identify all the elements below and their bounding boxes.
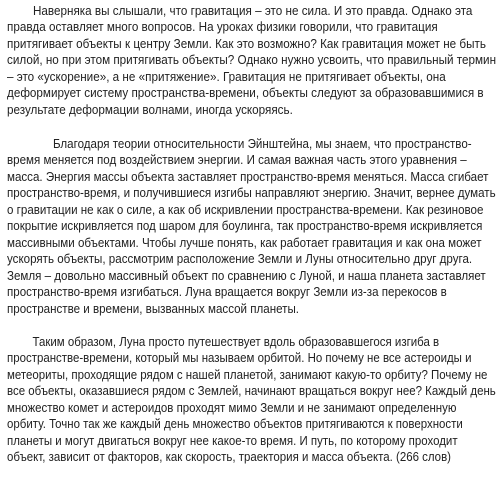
paragraph-line: множество комет и астероидов проходят мимо Земли и не занимают определенную xyxy=(7,400,457,415)
paragraph-line: пространстве-времени, который мы называем орбитой. Но почему не все астероиды и xyxy=(7,351,472,366)
paragraph-line: объект, зависит от факторов, как скорость, траектория и масса объекта. (266 слов) xyxy=(7,450,451,465)
paragraph-line: притягивает объекты к центру Земли. Как это возможно? Как гравитация может не быть xyxy=(7,36,486,51)
paragraph-line: ускорять объекты, рассмотрим расположение Земли и Луны относительно друг друга. xyxy=(7,252,473,267)
paragraph-line: – это «ускорение», а не «притяжение». Гравитация не притягивает объекты, она xyxy=(7,69,446,84)
paragraph-line: силой, но при этом притягивать объекты? Однако нужно усвоить, что правильный термин xyxy=(7,53,497,68)
paragraph-1 xyxy=(7,3,500,118)
paragraph-line: пространство-время изгибаться. Луна вращается вокруг Земли из-за перекосов в xyxy=(7,285,447,300)
paragraph-line: Благодаря теории относительности Эйнштейна, мы знаем, что пространство- xyxy=(52,137,472,151)
paragraph-line: масса. Энергия массы объекта заставляет пространство-время меняться. Масса сгибает xyxy=(7,169,489,184)
paragraph-line: все объекты, оказавшиеся рядом с Землей, начинают вращаться вокруг нее? Каждый день xyxy=(7,384,496,399)
paragraph-line: правда оставляет много вопросов. На уроках физики говорили, что гравитация xyxy=(7,20,438,35)
paragraph-line: Земля – довольно массивный объект по сравнению с Луной, и наша планета заставляет xyxy=(7,268,486,283)
paragraph-line: метеориты, проходящие рядом с нашей планетой, занимают какую-то орбиту? Почему не xyxy=(7,367,488,382)
paragraph-line: планеты и могут двигаться вокруг нее какое-то время. И путь, по которому проходит xyxy=(7,433,458,448)
paragraph-line: результате деформации волнами, иногда ускоряясь. xyxy=(7,102,293,117)
paragraph-line: о гравитации не как о силе, а как об искривлении пространства-времени. Как резиновое xyxy=(7,202,484,217)
paragraph-line: Наверняка вы слышали, что гравитация – это не сила. И это правда. Однако эта xyxy=(32,4,473,18)
paragraph-line: массивными объектами. Чтобы лучше понять, как работает гравитация и как она может xyxy=(7,235,482,250)
paragraph-line: орбиту. Точно так же каждый день множество объектов притягиваются к поверхности xyxy=(7,417,463,432)
paragraph-line: покрытие искривляется под шаром для боулинга, так пространство-время искривляется xyxy=(7,219,483,234)
paragraph-line: пространстве и времени, вызванных массой планеты. xyxy=(7,301,299,316)
paragraph-line: деформирует систему пространства-времени, объекты следуют за образовавшимися в xyxy=(7,86,484,101)
paragraph-3 xyxy=(7,334,500,466)
paragraph-line: пространство-время, и получившиеся изгибы направляют энергию. Значит, вернее думать xyxy=(7,186,496,201)
paragraph-line: Таким образом, Луна просто путешествует вдоль образовавшегося изгиба в xyxy=(32,335,440,349)
paragraph-line: время меняется под воздействием энергии. И самая важная часть этого уравнения – xyxy=(7,153,467,168)
paragraph-2 xyxy=(7,136,500,317)
